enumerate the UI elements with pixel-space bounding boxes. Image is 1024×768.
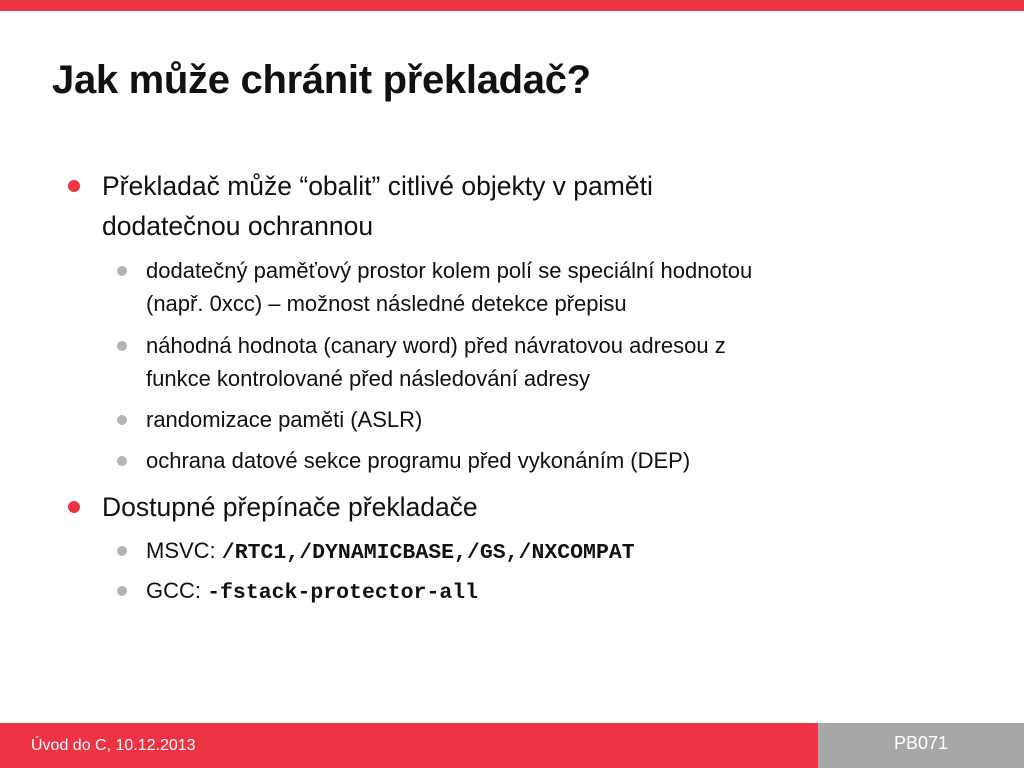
slide-title: Jak může chránit překladač? (52, 58, 591, 102)
msvc-flags-code: /RTC1,/DYNAMICBASE,/GS,/NXCOMPAT (221, 541, 635, 565)
sub-bullet-1-3-line-1: randomizace paměti (ASLR) (146, 407, 423, 432)
sub-bullet-marker-1-1 (117, 266, 127, 276)
sub-bullet-marker-2-2 (117, 586, 127, 596)
sub-bullet-1-2-line-1: náhodná hodnota (canary word) před návratovou adresou z (146, 333, 726, 358)
bullet-1-line-1: Překladač může “obalit” citlivé objekty v paměti (102, 171, 653, 201)
footer-course-code: PB071 (894, 733, 949, 753)
sub-bullet-marker-1-3 (117, 415, 127, 425)
sub-bullet-1-1-line-1: dodatečný paměťový prostor kolem polí se speciální hodnotou (146, 258, 753, 283)
top-accent-bar (0, 0, 1024, 11)
gcc-flags-code: -fstack-protector-all (207, 581, 479, 605)
bullet-2-line-1: Dostupné přepínače překladače (102, 492, 478, 522)
bullet-marker-1 (68, 180, 80, 192)
bullet-marker-2 (68, 501, 80, 513)
sub-bullet-1-1-line-2: (např. 0xcc) – možnost následné detekce přepisu (146, 291, 627, 316)
sub-bullet-marker-2-1 (117, 546, 127, 556)
sub-bullet-marker-1-2 (117, 341, 127, 351)
sub-bullet-1-4-line-1: ochrana datové sekce programu před vykonáním (DEP) (146, 448, 691, 473)
sub-bullet-marker-1-4 (117, 456, 127, 466)
msvc-prefix: MSVC: (146, 538, 222, 563)
footer-course-date: Úvod do C, 10.12.2013 (31, 737, 196, 754)
gcc-prefix: GCC: (146, 578, 208, 603)
bullet-1-line-2: dodatečnou ochrannou (102, 211, 374, 241)
sub-bullet-1-2-line-2: funkce kontrolované před následování adresy (146, 366, 590, 391)
sub-bullet-2-1-line (146, 534, 635, 570)
sub-bullet-2-2-line (146, 574, 478, 610)
